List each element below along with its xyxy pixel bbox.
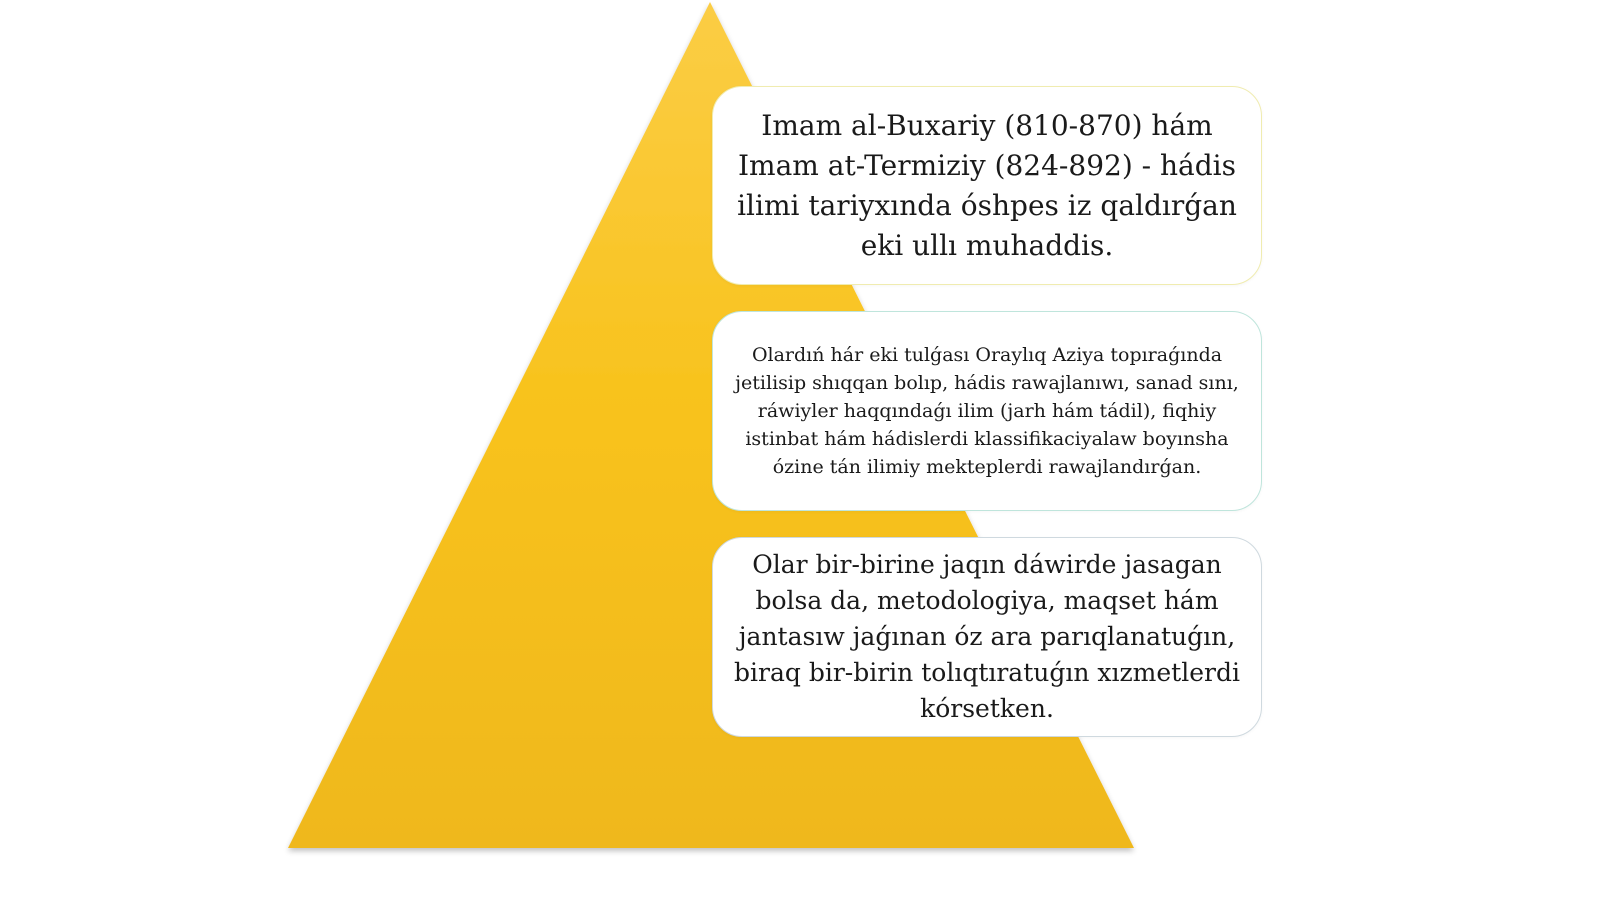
info-box-2 <box>712 311 1262 511</box>
info-box-2-text: Olardıń hár eki tulǵası Oraylıq Aziya topıraǵında jetilisip shıqqan bolıp, hádis rawajlanıwı, sanad sını, ráwiyler haqqındaǵı ilim (jarh hám tádil), fiqhiy istinbat hám hádislerdi klassifikaciyalaw boyınsha ózine tán ilimiy mekteplerdi rawajlandırǵan. <box>735 344 1239 478</box>
info-box-3-text: Olar bir-birine jaqın dáwirde jasagan bolsa da, metodologiya, maqset hám jantasıw jaǵınan óz ara parıqlanatuǵın, biraq bir-birin tolıqtıratuǵın xızmetlerdi kórsetken. <box>734 550 1240 723</box>
info-box-1-text: Imam al-Buxariy (810-870) hám Imam at-Termiziy (824-892) - hádis ilimi tariyxında óshpes iz qaldırǵan eki ullı muhaddis. <box>737 108 1237 262</box>
info-box-3 <box>712 537 1262 737</box>
info-box-1 <box>712 86 1262 285</box>
